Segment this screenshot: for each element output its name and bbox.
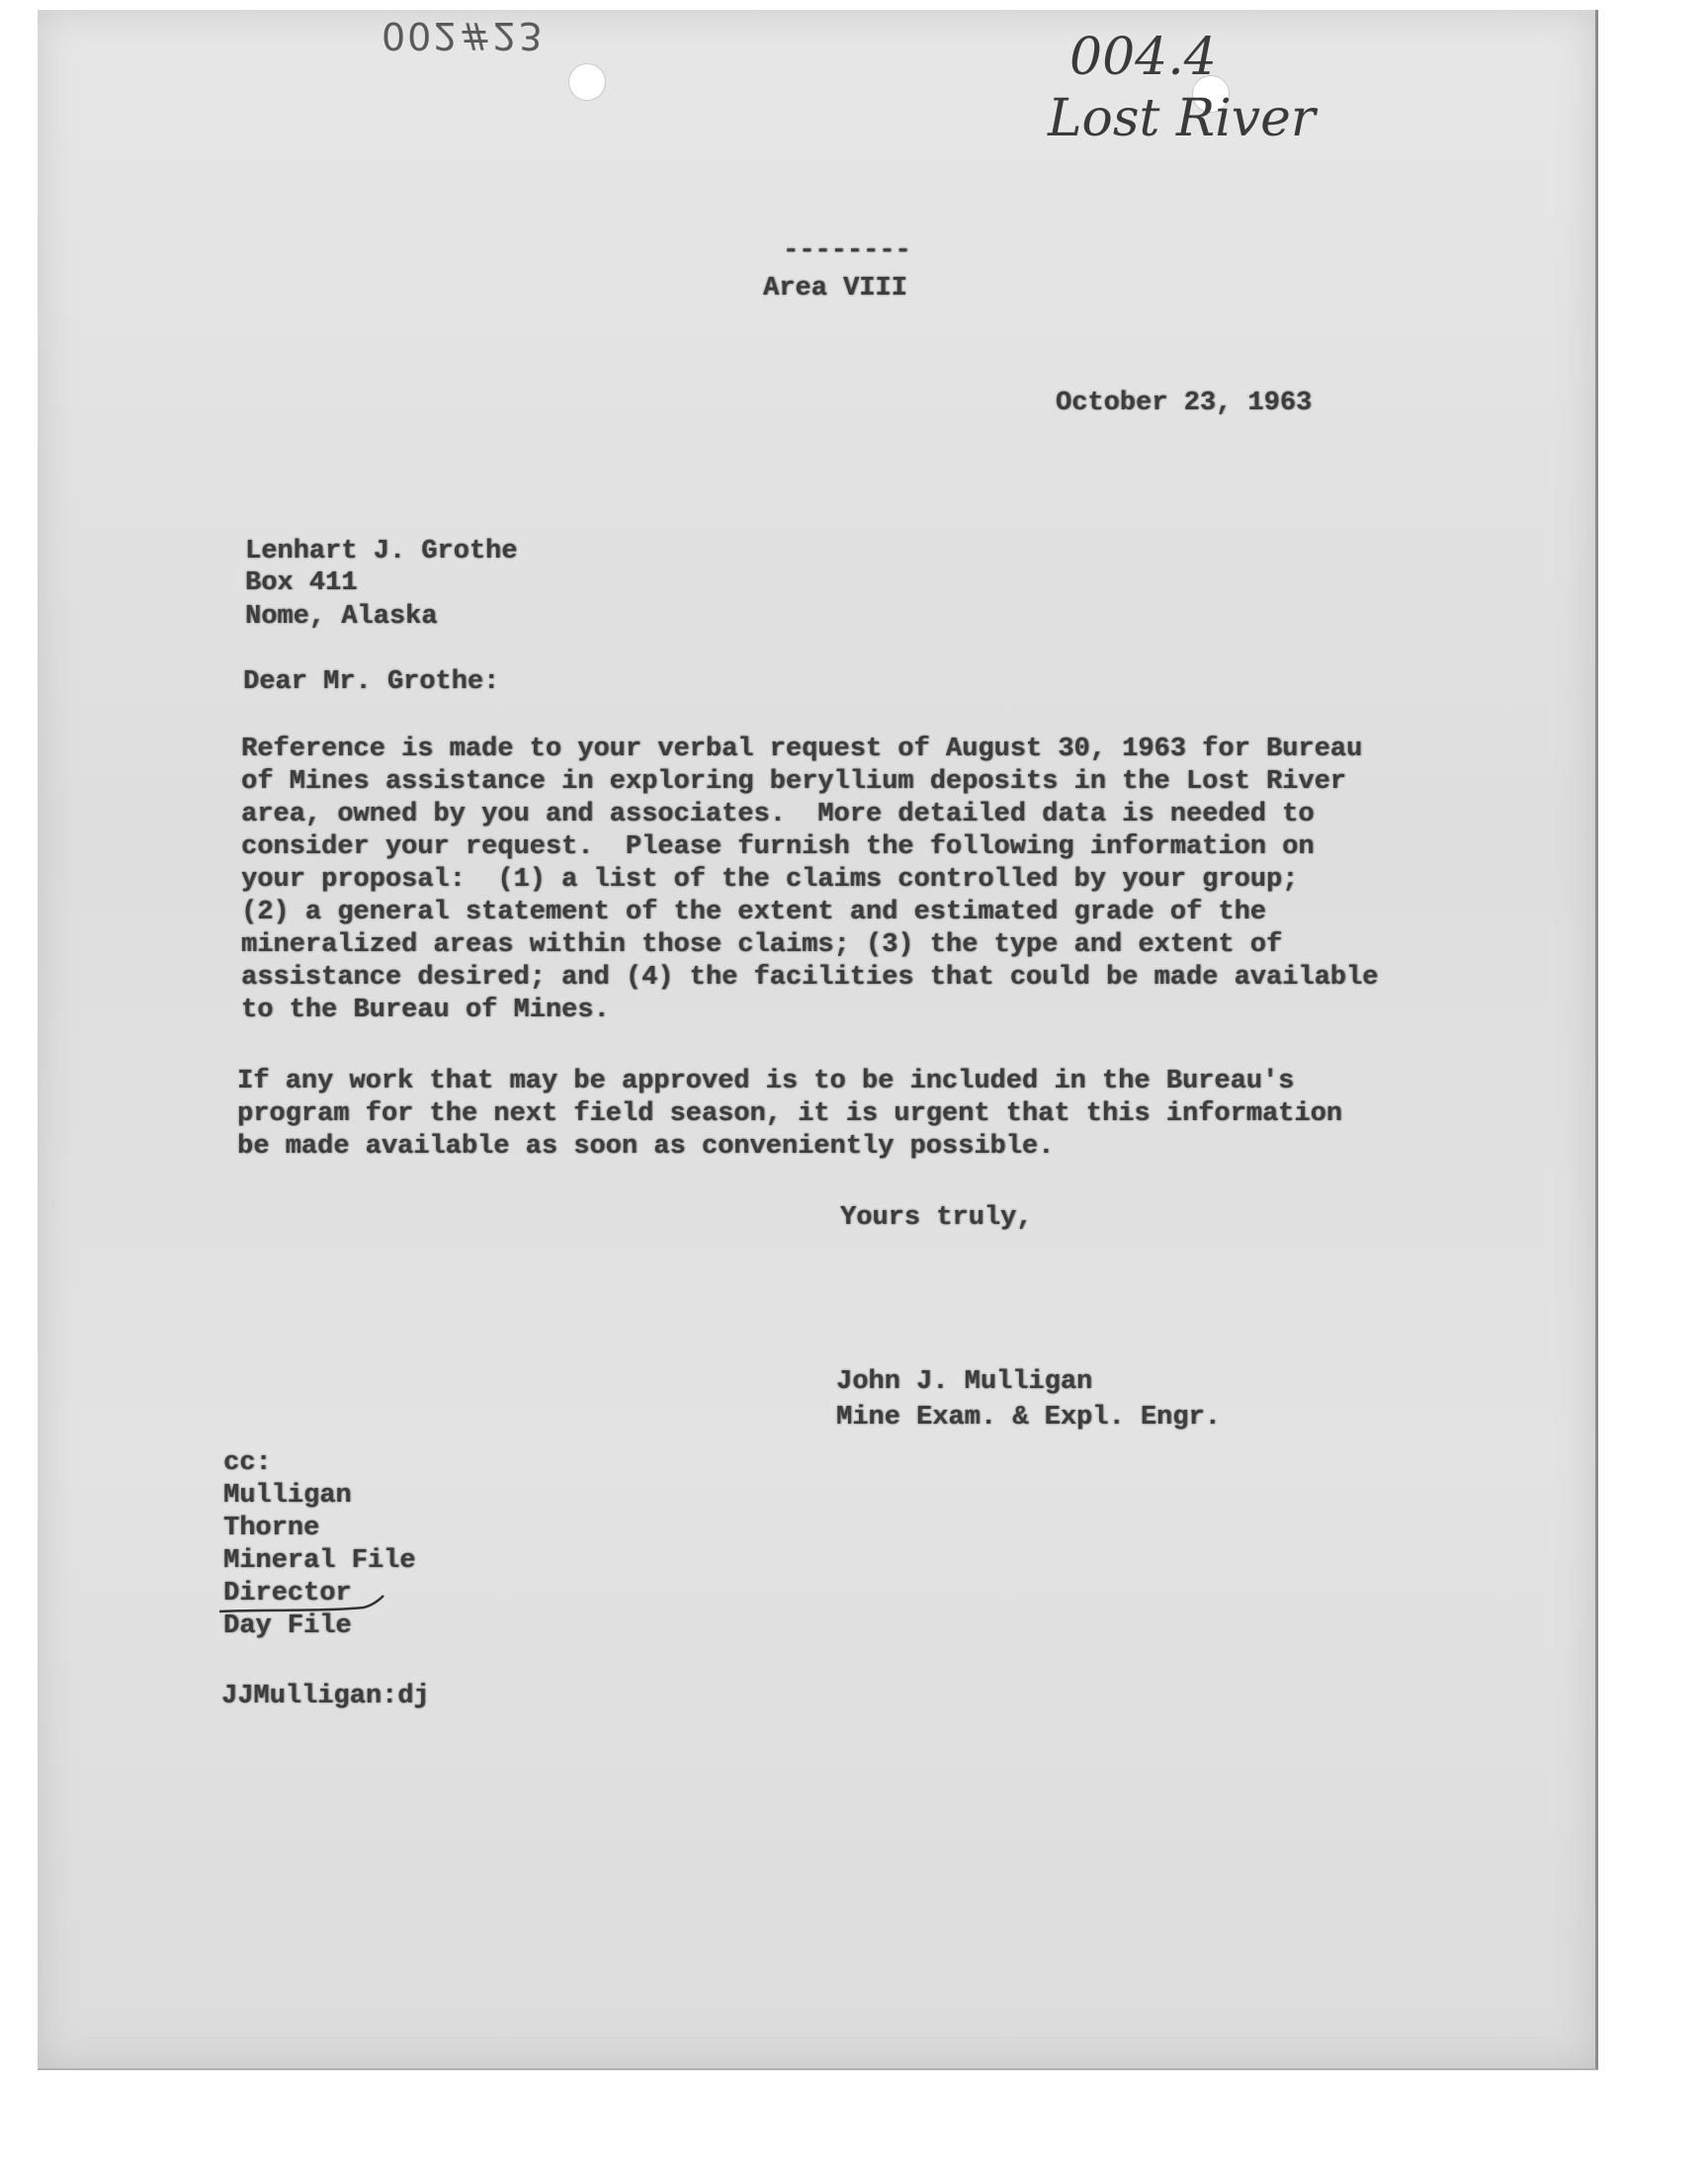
handwritten-file-number: 004.4 xyxy=(1069,28,1217,87)
paragraph1-line: Reference is made to your verbal request of August 30, 1963 for Bureau xyxy=(241,735,1363,764)
punch-hole-left xyxy=(568,63,606,101)
paragraph1-line: (2) a general statement of the extent and estimated grade of the xyxy=(241,898,1266,927)
typist-initials: JJMulligan:dj xyxy=(221,1682,430,1711)
salutation: Dear Mr. Grothe: xyxy=(243,667,500,697)
area-heading: Area VIII xyxy=(763,274,907,304)
paragraph1-line: to the Bureau of Mines. xyxy=(241,996,610,1025)
cc-label: cc: xyxy=(223,1448,272,1478)
letter-date: October 23, 1963 xyxy=(1056,389,1313,418)
paragraph2-line: If any work that may be approved is to be included in the Bureau's xyxy=(237,1067,1295,1096)
handwritten-check-mark xyxy=(215,1590,393,1619)
paragraph1-line: consider your request. Please furnish the following information on xyxy=(241,832,1315,862)
closing: Yours truly, xyxy=(840,1203,1033,1233)
paragraph1-line: area, owned by you and associates. More detailed data is needed to xyxy=(241,800,1315,829)
recipient-box: Box 411 xyxy=(245,568,358,598)
cc-recipient: Thorne xyxy=(223,1514,320,1543)
cc-recipient: Mulligan xyxy=(223,1481,352,1511)
paragraph2-line: program for the next field season, it is urgent that this information xyxy=(237,1099,1342,1129)
paragraph2-line: be made available as soon as conveniently possible. xyxy=(237,1132,1055,1162)
paragraph1-line: mineralized areas within those claims; (3) the type and extent of xyxy=(241,930,1283,960)
handwritten-file-name: Lost River xyxy=(1048,89,1316,148)
file-code-stamp: 002#23 xyxy=(382,14,545,57)
signer-title: Mine Exam. & Expl. Engr. xyxy=(836,1403,1221,1433)
paragraph1-line: of Mines assistance in exploring beryllium deposits in the Lost River xyxy=(241,767,1346,797)
recipient-city: Nome, Alaska xyxy=(245,602,438,632)
recipient-name: Lenhart J. Grothe xyxy=(245,537,518,566)
signer-name: John J. Mulligan xyxy=(836,1367,1093,1397)
cc-recipient: Mineral File xyxy=(223,1546,416,1576)
paragraph1-line: assistance desired; and (4) the facilities that could be made available xyxy=(241,963,1379,993)
cc-recipient: Day File xyxy=(223,1611,352,1641)
letter-sheet xyxy=(38,10,1598,2070)
heading-dashes: -------- xyxy=(783,236,911,266)
paragraph1-line: your proposal: (1) a list of the claims controlled by your group; xyxy=(241,865,1299,895)
cc-recipient: Director xyxy=(223,1579,352,1609)
